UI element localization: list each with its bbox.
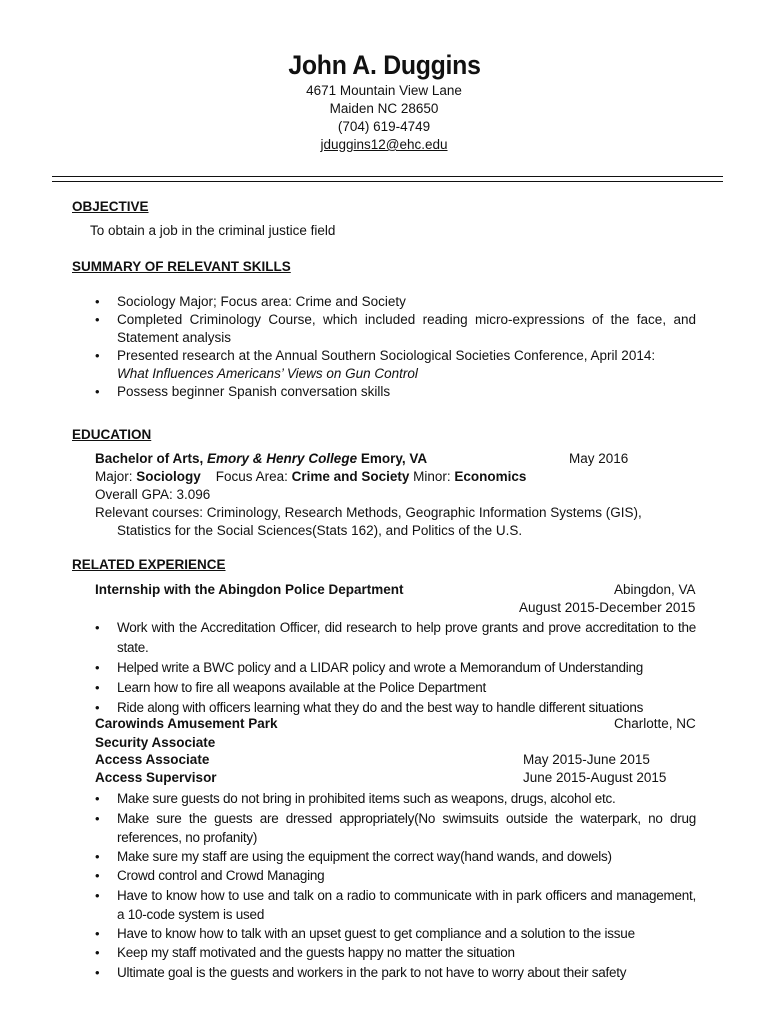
courses-line-2: Statistics for the Social Sciences(Stats 162), and Politics of the U.S. — [117, 523, 523, 538]
job2-role-2-dates: May 2015-June 2015 — [523, 752, 650, 767]
gpa-line: Overall GPA: 3.096 — [95, 487, 211, 502]
degree-line: Bachelor of Arts, Emory & Henry College Emory, VA — [95, 451, 428, 466]
degree-date: May 2016 — [569, 451, 629, 466]
list-item: • Have to know how to talk with an upset guest to get compliance and a solution to the issue — [0, 924, 696, 944]
college-name: Emory & Henry College — [207, 451, 358, 466]
research-title: What Influences Americans’ Views on Gun Control — [117, 366, 418, 381]
phone-number: (704) 619-4749 — [337, 119, 431, 134]
objective-text: To obtain a job in the criminal justice field — [90, 223, 336, 238]
job2-duties — [0, 789, 696, 982]
job2-role-2: Access Associate — [95, 752, 210, 767]
list-item: • Presented research at the Annual Southern Sociological Societies Conference, April 2014: What Influences Americans’ Views on Gun Control — [0, 347, 696, 383]
list-item: • Sociology Major; Focus area: Crime and Society — [0, 293, 696, 311]
resume-header — [0, 48, 768, 154]
list-item: • Completed Criminology Course, which included reading micro-expressions of the face, and Statement analysis — [0, 311, 696, 347]
job2-location: Charlotte, NC — [614, 716, 696, 731]
list-item: • Learn how to fire all weapons available at the Police Department — [0, 678, 696, 698]
job2-role-3-dates: June 2015-August 2015 — [523, 770, 667, 785]
job1-title: Internship with the Abingdon Police Department — [95, 582, 404, 597]
job2-employer: Carowinds Amusement Park — [95, 716, 278, 731]
experience-heading: RELATED EXPERIENCE — [72, 557, 226, 572]
divider-bottom — [52, 181, 723, 182]
email-link[interactable]: jduggins12@ehc.edu — [320, 137, 448, 152]
address-line-2: Maiden NC 28650 — [329, 101, 439, 116]
skills-heading: SUMMARY OF RELEVANT SKILLS — [72, 259, 291, 274]
skills-list — [0, 293, 696, 401]
candidate-name: John A. Duggins — [287, 50, 481, 80]
objective-heading: OBJECTIVE — [72, 199, 149, 214]
list-item: • Make sure the guests are dressed appropriately(No swimsuits outside the waterpark, no drug references, no profanity) — [0, 809, 696, 847]
list-item: • Have to know how to use and talk on a radio to communicate with in park officers and management, a 10-code system is used — [0, 886, 696, 924]
major-line: Major: Sociology Focus Area: Crime and Society Minor: Economics — [95, 469, 527, 484]
courses-line-1: Relevant courses: Criminology, Research Methods, Geographic Information Systems (GIS), — [95, 505, 642, 520]
address-line-1: 4671 Mountain View Lane — [306, 83, 462, 98]
job1-dates: August 2015-December 2015 — [519, 600, 696, 615]
job1-location: Abingdon, VA — [614, 582, 696, 597]
list-item: • Crowd control and Crowd Managing — [0, 866, 696, 886]
list-item: • Keep my staff motivated and the guests happy no matter the situation — [0, 943, 696, 963]
list-item: • Helped write a BWC policy and a LIDAR policy and wrote a Memorandum of Understanding — [0, 658, 696, 678]
list-item: • Ride along with officers learning what they do and the best way to handle different situations — [0, 698, 696, 718]
list-item: • Work with the Accreditation Officer, did research to help prove grants and prove accreditation to the state. — [0, 618, 696, 658]
job2-role-1: Security Associate — [95, 735, 216, 750]
job1-duties — [0, 618, 696, 718]
list-item: • Ultimate goal is the guests and workers in the park to not have to worry about their safety — [0, 963, 696, 983]
list-item: • Make sure guests do not bring in prohibited items such as weapons, drugs, alcohol etc. — [0, 789, 696, 809]
list-item: • Make sure my staff are using the equipment the correct way(hand wands, and dowels) — [0, 847, 696, 867]
education-heading: EDUCATION — [72, 427, 152, 442]
divider-top — [52, 176, 723, 177]
job2-role-3: Access Supervisor — [95, 770, 217, 785]
list-item: • Possess beginner Spanish conversation skills — [0, 383, 696, 401]
